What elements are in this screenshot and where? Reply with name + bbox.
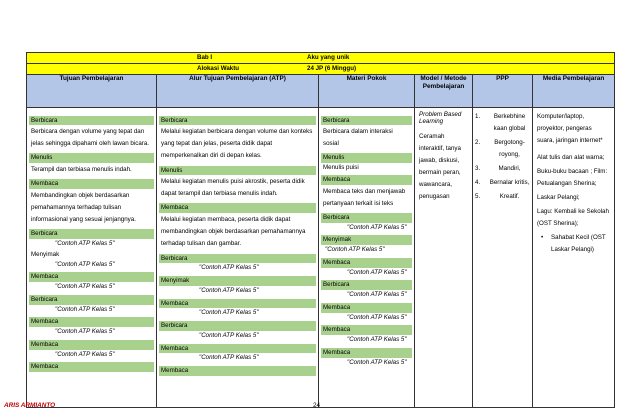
skill-label: Membaca [321,348,412,358]
metode-text: Ceramah interaktif, tanya jawab, diskusi, bermain peran, wawancara, penugasan [419,133,461,201]
skill-label: Membaca [321,258,412,268]
tujuan-text: Berbicara dengan volume yang tepat dan jelas sehingga dipahami oleh lawan bicara. [31,128,149,148]
alur-text: Melalui kegiatan menulis puisi akrostik, peserta didik dapat terampil dan terbiasa menulis indah. [161,178,305,198]
ppp-cell [473,107,533,407]
example-text: "Contoh ATP Kelas 5" [55,350,115,358]
skill-label: Membaca [321,303,412,313]
skill-label: Membaca [321,325,412,335]
skill-label: Membaca [29,317,154,327]
bullet-icon: • [541,234,544,242]
media-text: Buku-buku bacaan ; Film: Petualangan Sherina; [537,167,608,187]
example-text: "Contoh ATP Kelas 5" [347,336,407,344]
col-tujuan-header: Tujuan Pembelajaran [27,74,157,107]
skill-label: Menyimak [31,250,60,258]
media-text: Alat tulis dan alat warna; [537,153,605,161]
skill-label: Menyimak [159,276,316,286]
column-header-row [27,74,615,107]
skill-label: Berbicara [321,116,412,126]
media-cell [533,107,615,407]
page-number: 24 [313,402,321,409]
example-text: "Contoh ATP Kelas 5" [347,223,407,231]
skill-label: Membaca [159,344,316,354]
media-text: Komputer/laptop, proyektor, pengeras suara, jaringan internet* [537,112,603,144]
skill-label: Berbicara [159,321,316,331]
alokasi-value: 24 JP (6 Minggu) [307,64,357,72]
skill-label: Menulis [159,166,316,176]
example-text: "Contoh ATP Kelas 5" [55,283,115,291]
example-text: "Contoh ATP Kelas 5" [55,328,115,336]
tujuan-text: Membandingkan objek berdasarkan pemahamannya terhadap tulisan informasional yang sesuai jenjangnya. [31,192,136,224]
materi-text: Membaca teks dan menjawab pertanyaan terkait isi teks [323,187,406,207]
col-ppp-header: PPP [473,74,533,107]
alur-text: Melalui kegiatan berbicara dengan volume dan konteks yang tepat dan jelas, peserta didik dapat memperkenalkan diri di depan kelas. [161,128,313,160]
skill-label: Membaca [159,299,316,309]
example-text: "Contoh ATP Kelas 5" [199,354,259,362]
materi-text: Berbicara dalam interaksi sosial [323,128,393,148]
example-text: "Contoh ATP Kelas 5" [199,286,259,294]
skill-label: Berbicara [159,116,316,126]
media-text: Lagu: Kembali ke Sekolah (OST Sherina); [537,208,609,228]
example-text: "Contoh ATP Kelas 5" [325,246,385,254]
skill-label: Menulis [29,153,154,163]
col-materi-header: Materi Pokok [319,74,415,107]
example-text: "Contoh ATP Kelas 5" [347,291,407,299]
bab-title: Aku yang unik [307,54,350,61]
skill-label: Berbicara [29,116,154,126]
bab-label: Bab I [197,54,213,61]
example-text: "Contoh ATP Kelas 5" [55,305,115,313]
skill-label: Berbicara [159,254,316,264]
skill-label: Menyimak [321,235,412,245]
footer-author: ARIS ARMIANTO [4,402,56,409]
list-item: 1. Berkebhine kaan global [475,112,526,132]
example-text: "Contoh ATP Kelas 5" [347,268,407,276]
skill-label: Berbicara [29,229,154,239]
model-cell [415,107,473,407]
example-text: "Contoh ATP Kelas 5" [199,331,259,339]
alur-text: Melalui kegiatan membaca, peserta didik dapat membandingkan objek berdasarkan pemahamannya terhadap tulisan dan gambar. [161,216,306,248]
media-bullet-item [535,231,612,257]
example-text: "Contoh ATP Kelas 5" [55,260,115,268]
list-item: 3. Mandiri, [475,164,521,172]
skill-label: Membaca [159,366,316,376]
example-text: "Contoh ATP Kelas 5" [199,309,259,317]
bab-row [27,53,615,64]
skill-label: Membaca [29,179,154,189]
alokasi-row [27,63,615,74]
skill-label: Berbicara [321,280,412,290]
tujuan-text: Terampil dan terbiasa menulis indah. [31,166,132,174]
alokasi-label: Alokasi Waktu [197,64,240,72]
col-model-header: Model / Metode Pembelajaran [415,74,473,107]
list-item: 4. Bernalar kritis, [475,178,530,186]
col-media-header: Media Pembelajaran [533,74,615,107]
materi-cell [319,107,415,407]
list-item: 5. Kreatif. [475,193,520,201]
example-text: "Contoh ATP Kelas 5" [347,358,407,366]
model-text: Problem Based Learning [419,110,462,126]
skill-label: Berbicara [321,213,412,223]
example-text: "Contoh ATP Kelas 5" [199,264,259,272]
list-item: 2. Bergotong-royong, [475,138,525,158]
skill-label: Membaca [159,203,316,213]
alur-cell [157,107,319,407]
skill-label: Berbicara [29,295,154,305]
media-text: Sahabat Kecil (OST Laskar Pelangi) [551,234,606,254]
example-text: "Contoh ATP Kelas 5" [55,240,115,248]
ppp-list [475,110,530,205]
media-text: Laskar Pelangi; [537,194,580,202]
tujuan-cell [27,107,157,407]
skill-label: Membaca [321,175,412,185]
content-row [27,107,615,407]
skill-label: Membaca [29,272,154,282]
skill-label: Menulis [321,153,412,163]
col-alur-header: Alur Tujuan Pembelajaran (ATP) [157,74,319,107]
skill-label: Membaca [29,340,154,350]
skill-label: Membaca [29,362,154,372]
materi-text: Menulis puisi [323,164,359,172]
rpp-table [26,52,615,408]
example-text: "Contoh ATP Kelas 5" [347,313,407,321]
